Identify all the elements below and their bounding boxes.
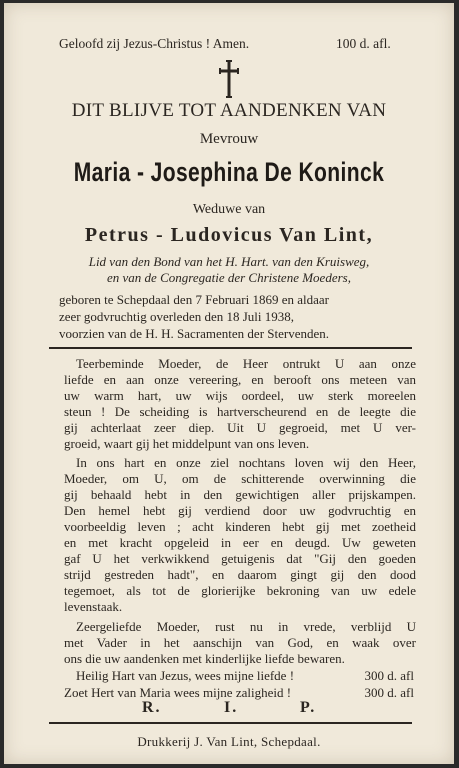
memorial-card <box>4 3 454 764</box>
prayer-row <box>64 667 414 684</box>
rip-letter: P. <box>300 699 317 716</box>
text-line: Teerbeminde Moeder, de Heer ontrukt U aan onze <box>76 356 416 371</box>
text-line: en met kracht opgeleid in eer en deugd. Uw geweten <box>64 535 416 550</box>
text-line: gij achterlaat zeer diep. Uit U gegroeid, met U ver- <box>64 420 416 435</box>
card-title: DIT BLIJVE TOT AANDENKEN VAN <box>71 100 387 121</box>
text-line: levenstaak. <box>64 599 123 614</box>
text-line: liefde en aan onze vereering, en berooft ons meteen van <box>64 372 416 387</box>
divider <box>49 347 412 349</box>
text-line: steun ! De scheiding is hartverscheurend en de leegte die <box>64 404 416 419</box>
prayer-row <box>64 684 414 701</box>
text-line: uw warm hart, uw wijs oordeel, uw sterk moreelen <box>64 388 416 403</box>
text-line: met Vader in het aanschijn van God, en waak over <box>64 635 416 650</box>
prayer-text: Zoet Hert van Maria wees mijne zaligheid ! <box>64 685 292 700</box>
divider <box>49 722 412 724</box>
text-line: voorbeeldig leven ; acht kinderen hebt gij met zoetheid <box>64 519 416 534</box>
header-motto: Geloofd zij Jezus-Christus ! Amen. <box>59 36 250 51</box>
biography <box>59 291 414 342</box>
header-indulgence: 100 d. afl. <box>336 36 391 51</box>
text-line: strijd gestreden hadt", en daarom gingt gij den dood <box>64 567 416 582</box>
text-line: tegemoet, als tot de glorierijke bekroning van uw edele <box>64 583 416 598</box>
prayer-indulgence: 300 d. afl <box>364 685 414 700</box>
prayer-text: Heilig Hart van Jezus, wees mijne liefde ! <box>76 668 295 683</box>
widow-of-label: Weduwe van <box>192 202 266 217</box>
text-line: Zeergeliefde Moeder, rust nu in vrede, verblijd U <box>76 619 416 634</box>
text-line: groeid, waart gij het middelpunt van ons leven. <box>64 436 310 451</box>
paragraph-3 <box>64 619 416 667</box>
text-line: gij behaald hebt in den gewichtigen aller prijskampen. <box>64 487 416 502</box>
rip-letter: I. <box>224 699 239 716</box>
rip-letter: R. <box>142 699 162 716</box>
text-line: Den hemel hebt gij verdiend door uw godvruchtig en <box>64 503 416 518</box>
bio-line: voorzien van de H. H. Sacramenten der Stervenden. <box>59 326 330 341</box>
prayer-indulgence: 300 d. afl <box>364 668 414 683</box>
text-line: In ons hart en onze ziel nochtans loven wij den Heer, <box>76 455 416 470</box>
text-line: Moeder, om U, om de schitterende overwinning die <box>64 471 416 486</box>
deceased-name: Maria - Josephina De Koninck <box>73 157 385 187</box>
membership-line: en van de Congregatie der Christene Moeders, <box>107 270 351 285</box>
husband-name: Petrus - Ludovicus Van Lint, <box>84 224 374 246</box>
paragraph-1 <box>64 356 416 452</box>
text-line: gaf U het verkwikkend getuigenis dat "Gij den goeden <box>64 551 416 566</box>
membership-line: Lid van den Bond van het H. Hart. van den Kruisweg, <box>88 254 370 269</box>
prayers <box>64 667 414 701</box>
bio-line: geboren te Schepdaal den 7 Februari 1869 en aldaar <box>59 292 330 307</box>
salutation: Mevrouw <box>199 131 259 147</box>
text-line: ons die uw aandenken met kinderlijke liefde bewaren. <box>64 651 345 666</box>
cross-icon <box>216 59 242 99</box>
paragraph-2 <box>64 455 416 615</box>
printer-credit: Drukkerij J. Van Lint, Schepdaal. <box>137 734 321 749</box>
bio-line: zeer godvruchtig overleden den 18 Juli 1938, <box>59 309 295 324</box>
